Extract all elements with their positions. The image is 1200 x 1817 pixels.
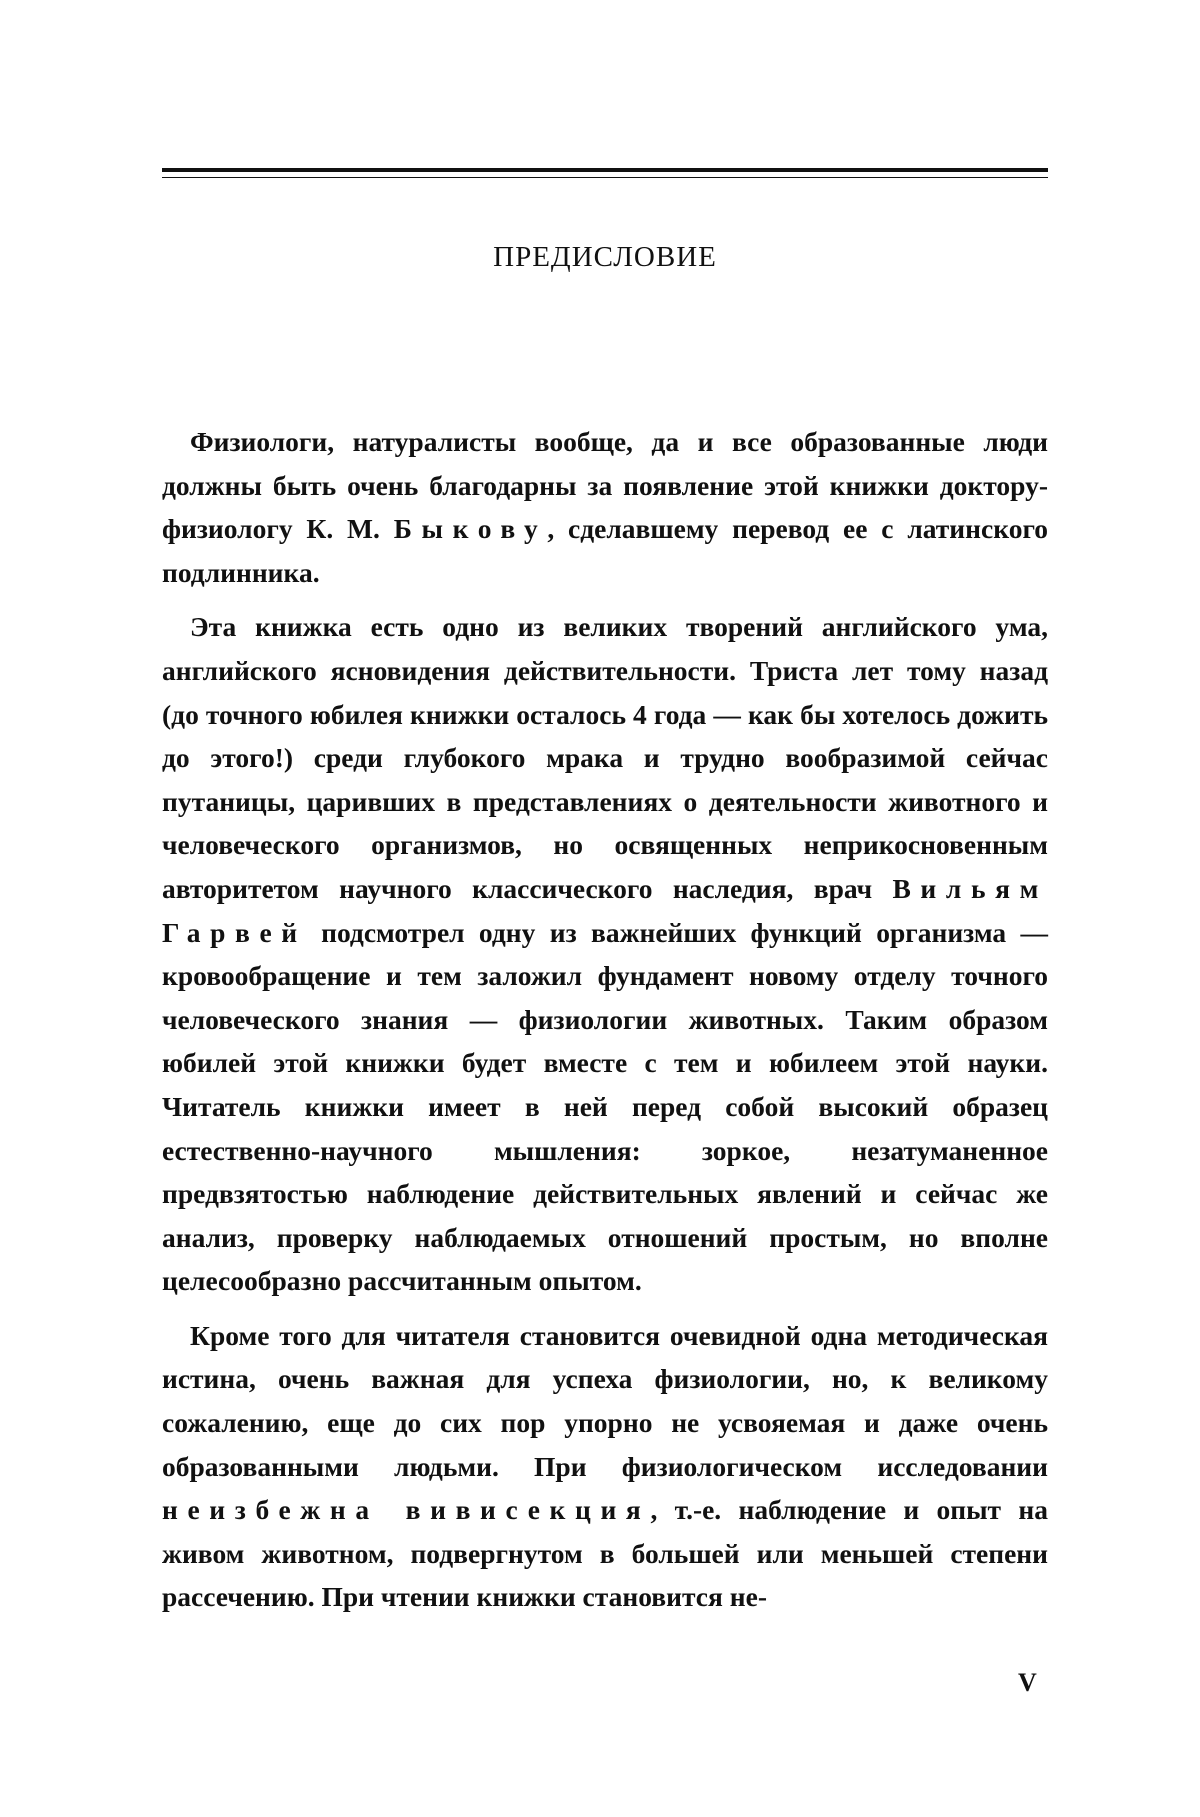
paragraph-2 [162, 605, 1048, 1303]
paragraph-3-text-a: Кроме того для читателя становится очевидной одна методическая истина, очень важная для успеха физиологии, но, к великому сожалению, еще до сих пор упорно не усвояемая и даже очень образованными людьми. При физиологическом исследовании [162, 1320, 1048, 1482]
body-text [162, 420, 1048, 1619]
page-title: ПРЕДИСЛОВИЕ [162, 241, 1048, 274]
paragraph-2-text-c: подсмотрел одну из важнейших функций организма — кровообращение и тем заложил фундамент новому отделу точного человеческого знания — физиологии животных. Таким образом юбилей этой книжки будет вместе с тем и юбилеем этой науки. Читатель книжки имеет в ней перед собой высокий образец естественно-научного мышления: зоркое, незатуманенное предвзятостью наблюдение действительных явлений и сейчас же анализ, проверку наблюдаемых отношений простым, но вполне целесообразно рассчитанным опытом. [162, 917, 1048, 1297]
top-rule-thick [162, 168, 1048, 172]
page-number: V [1018, 1668, 1037, 1698]
paragraph-1-text-c: , сделавшему перевод ее с латинского подлинника. [162, 513, 1048, 588]
paragraph-1-spaced-name: Быкову [394, 513, 548, 544]
paragraph-2-spaced-name: Вильям Гарвей [162, 873, 1048, 948]
paragraph-3-spaced-phrase: неизбежна вивисекция [162, 1494, 650, 1525]
paragraph-3-text-c: , т.-е. наблюдение и опыт на живом животном, подвергнутом в большей или меньшей степени рассечению. При чтении книжки становится не- [162, 1494, 1048, 1612]
paragraph-1-text-a: Физиологи, натуралисты вообще, да и все образованные люди должны быть очень благодарны за появление этой книжки доктору-физиологу К. М. [162, 426, 1048, 544]
top-rule-thin [162, 177, 1048, 178]
paragraph-2-text-a: Эта книжка есть одно из великих творений английского ума, английского ясновидения действительности. Триста лет тому назад (до точного юбилея книжки осталось 4 года — как бы хотелось дожить до этого!) среди глубокого мрака и трудно вообразимой сейчас путаницы, царивших в представлениях о деятельности животного и человеческого организмов, но освященных неприкосновенным авторитетом научного классического наследия, врач [162, 611, 1048, 904]
paragraph-3 [162, 1314, 1048, 1619]
paragraph-1 [162, 420, 1048, 594]
